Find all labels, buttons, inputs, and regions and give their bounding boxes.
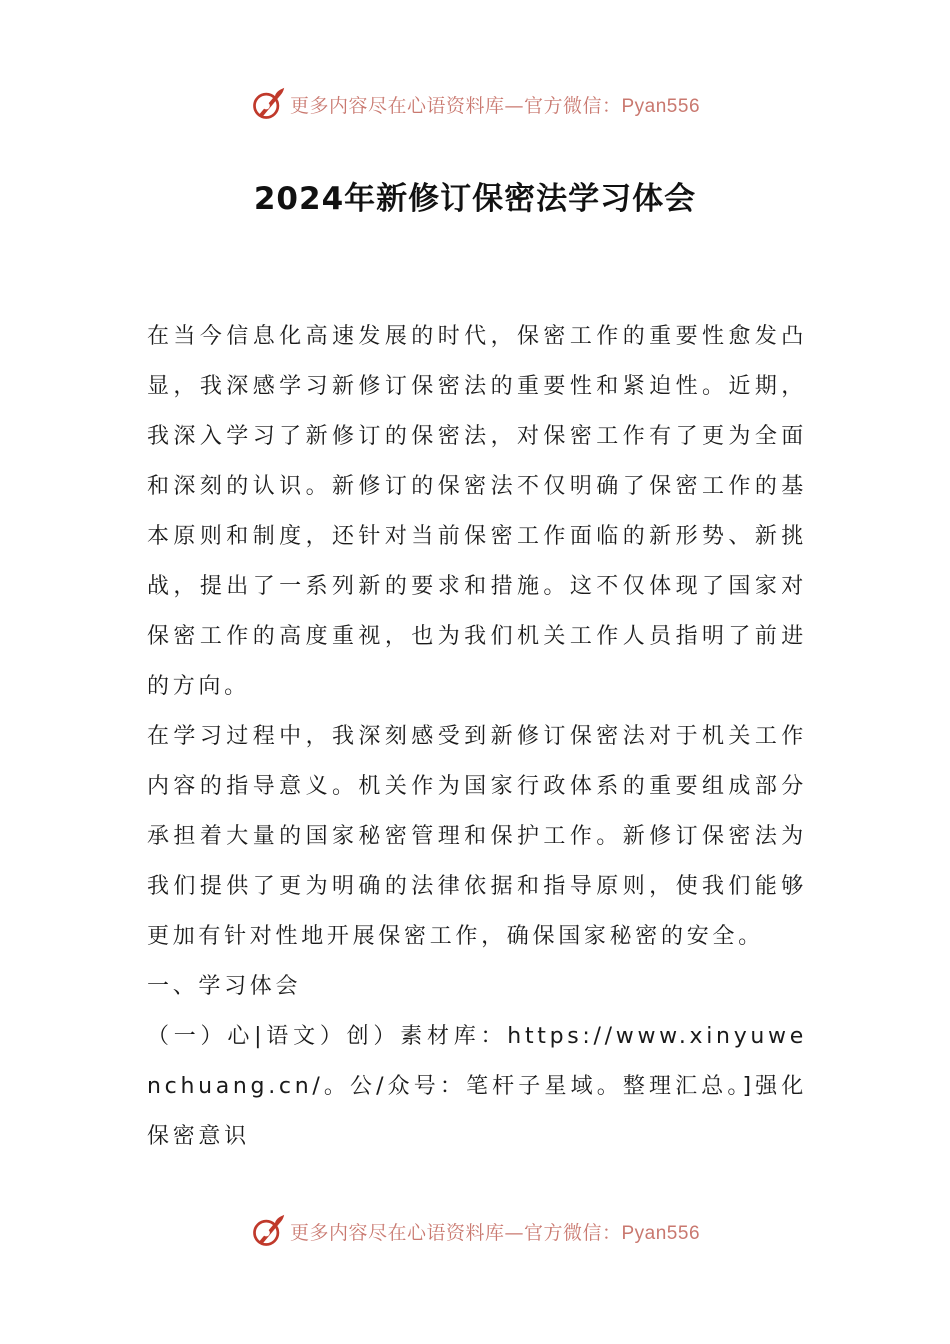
document-title: 2024年新修订保密法学习体会	[253, 181, 697, 217]
header-watermark	[0, 84, 950, 124]
paragraph: 在当今信息化高速发展的时代，保密工作的重要性愈发凸显，我深感学习新修订保密法的重要性和紧迫性。近期，我深入学习了新修订的保密法，对保密工作有了更为全面和深刻的认识。新修订的保密法不仅明确了保密工作的基本原则和制度，还针对当前保密工作面临的新形势、新挑战，提出了一系列新的要求和措施。这不仅体现了国家对保密工作的高度重视，也为我们机关工作人员指明了前进的方向。	[147, 324, 807, 699]
document-body	[147, 312, 807, 1162]
paragraph: （一）心|语文）创）素材库：https://www.xinyuwenchuang.cn/。公/众号：笔杆子星域。整理汇总。]强化保密意识	[147, 1024, 807, 1149]
paragraph: 在学习过程中，我深刻感受到新修订保密法对于机关工作内容的指导意义。机关作为国家行政体系的重要组成部分承担着大量的国家秘密管理和保护工作。新修订保密法为我们提供了更为明确的法律依据和指导原则，使我们能够更加有针对性地开展保密工作，确保国家秘密的安全。	[147, 724, 807, 949]
footer-watermark	[0, 1211, 950, 1251]
watermark-text: 更多内容尽在心语资料库—官方微信：Pyan556	[289, 94, 701, 117]
watermark-text: 更多内容尽在心语资料库—官方微信：Pyan556	[289, 1221, 701, 1244]
quill-pen-logo-icon	[250, 86, 286, 122]
quill-pen-logo-icon	[250, 1213, 286, 1249]
section-heading: 一、学习体会	[147, 974, 302, 999]
